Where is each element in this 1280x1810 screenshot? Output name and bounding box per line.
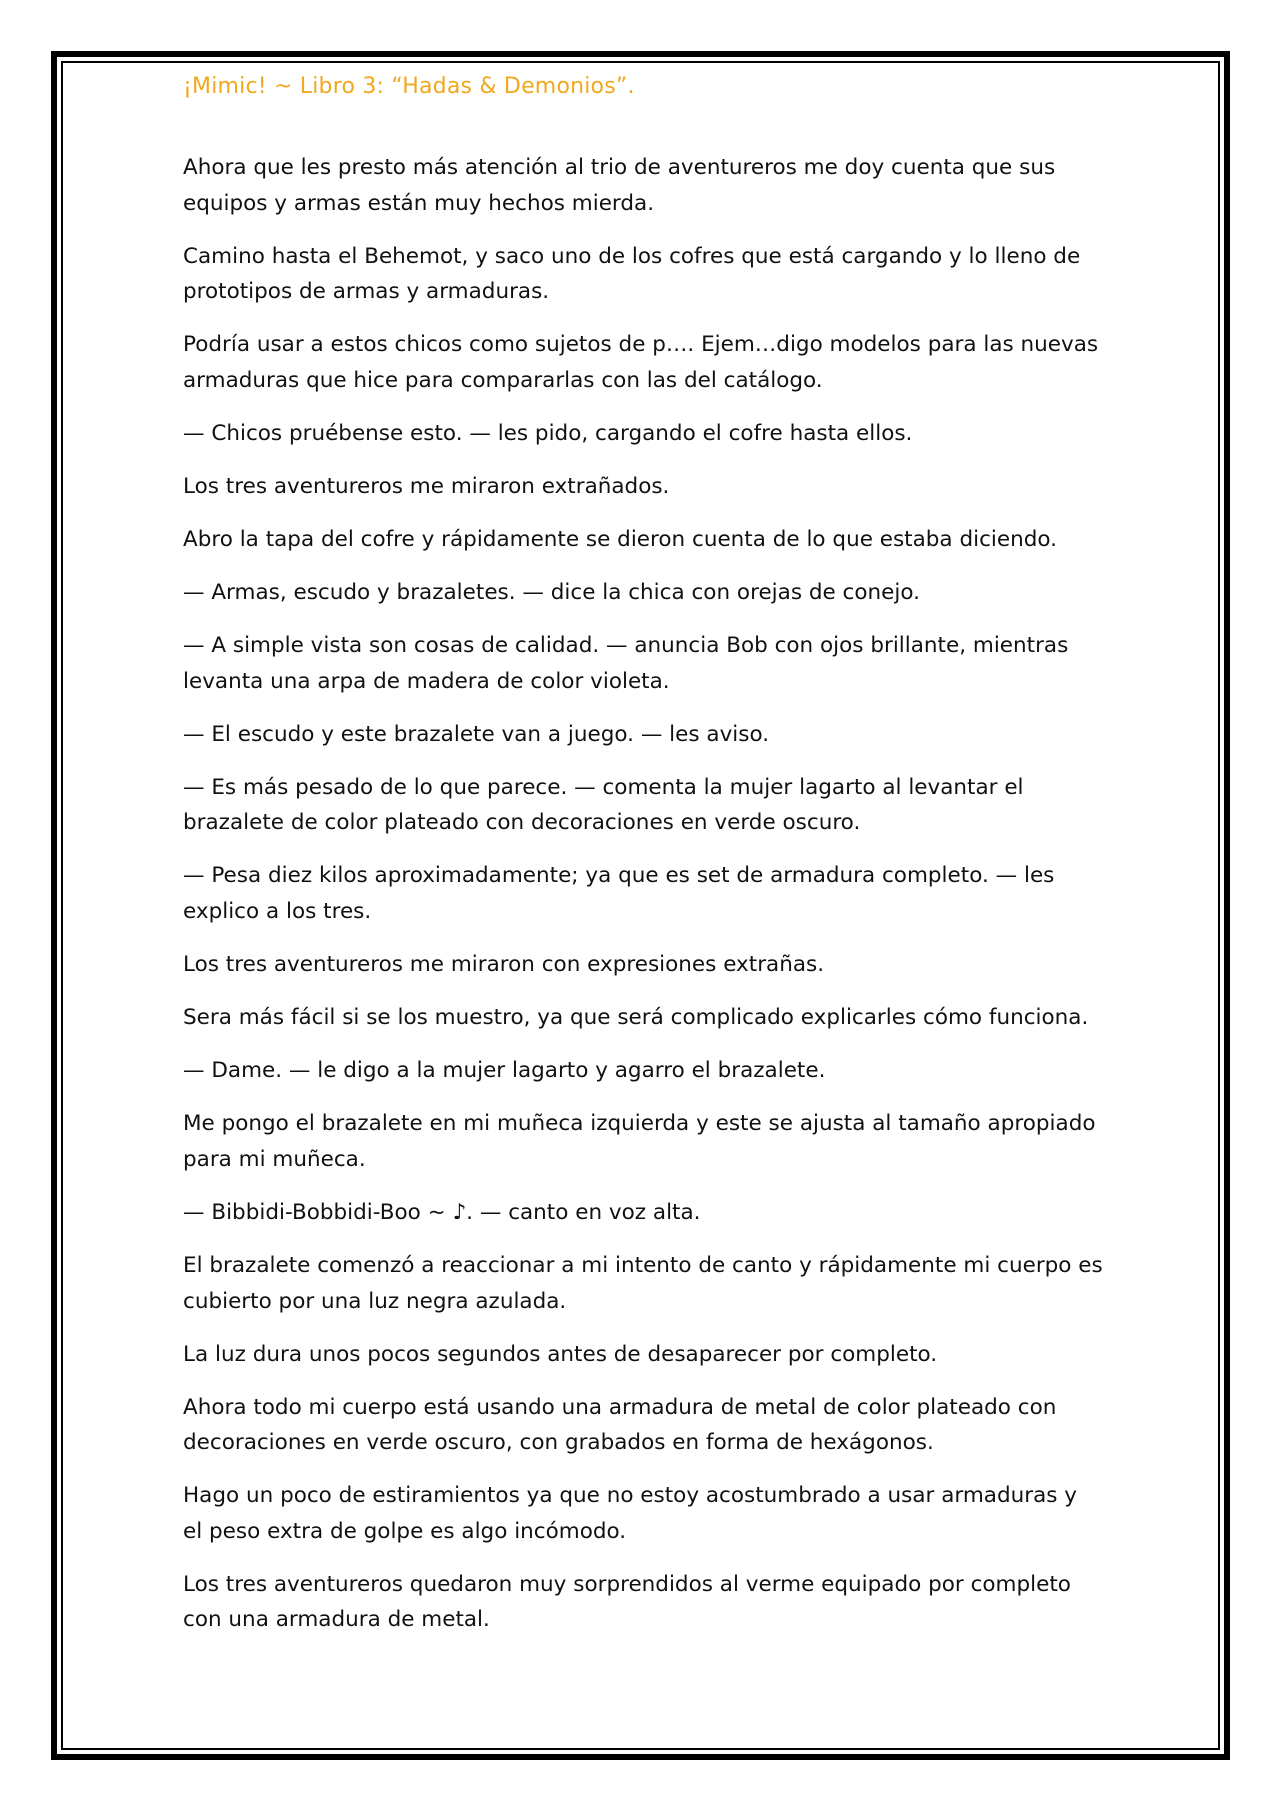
paragraph: Sera más fácil si se los muestro, ya que será complicado explicarles cómo funciona. bbox=[183, 1005, 1089, 1031]
paragraph: La luz dura unos pocos segundos antes de desaparecer por completo. bbox=[183, 1341, 938, 1367]
paragraph: — Es más pesado de lo que parece. — comenta la mujer lagarto al levantar el brazalete de color plateado con decoraciones en verde oscuro. bbox=[183, 774, 1024, 836]
book-header: ¡Mimic! ~ Libro 3: “Hadas & Demonios”. bbox=[183, 74, 635, 99]
paragraph: Ahora todo mi cuerpo está usando una armadura de metal de color plateado con decoraciones en verde oscuro, con grabados en forma de hexágonos. bbox=[183, 1394, 1057, 1456]
paragraph: — Dame. — le digo a la mujer lagarto y agarro el brazalete. bbox=[183, 1058, 826, 1084]
paragraph: Los tres aventureros me miraron extrañados. bbox=[183, 473, 670, 499]
paragraph: Ahora que les presto más atención al trio de aventureros me doy cuenta que sus equipos y armas están muy hechos mierda. bbox=[183, 155, 1056, 216]
page-body bbox=[183, 150, 1103, 1655]
paragraph: Los tres aventureros me miraron con expresiones extrañas. bbox=[183, 952, 825, 978]
paragraph: El brazalete comenzó a reaccionar a mi intento de canto y rápidamente mi cuerpo es cubierto por una luz negra azulada. bbox=[183, 1253, 1103, 1314]
paragraph: Los tres aventureros quedaron muy sorprendidos al verme equipado por completo con una armadura de metal. bbox=[183, 1571, 1071, 1633]
paragraph: Abro la tapa del cofre y rápidamente se dieron cuenta de lo que estaba diciendo. bbox=[183, 526, 1057, 552]
paragraph: — Armas, escudo y brazaletes. — dice la chica con orejas de conejo. bbox=[183, 580, 920, 606]
paragraph: Camino hasta el Behemot, y saco uno de los cofres que está cargando y lo lleno de prototipos de armas y armaduras. bbox=[183, 243, 1081, 305]
paragraph: — Bibbidi-Bobbidi-Boo ~ ♪. — canto en voz alta. bbox=[183, 1199, 701, 1225]
paragraph: — A simple vista son cosas de calidad. — anuncia Bob con ojos brillante, mientras levanta una arpa de madera de color violeta. bbox=[183, 633, 1069, 694]
paragraph: Podría usar a estos chicos como sujetos de p…. Ejem…digo modelos para las nuevas armaduras que hice para compararlas con las del catálogo. bbox=[183, 332, 1099, 393]
paragraph: — El escudo y este brazalete van a juego. — les aviso. bbox=[183, 721, 770, 747]
paragraph: — Chicos pruébense esto. — les pido, cargando el cofre hasta ellos. bbox=[183, 420, 913, 446]
paragraph: — Pesa diez kilos aproximadamente; ya que es set de armadura completo. — les explico a los tres. bbox=[183, 863, 1055, 924]
paragraph: Hago un poco de estiramientos ya que no estoy acostumbrado a usar armaduras y el peso extra de golpe es algo incómodo. bbox=[183, 1483, 1078, 1544]
paragraph: Me pongo el brazalete en mi muñeca izquierda y este se ajusta al tamaño apropiado para mi muñeca. bbox=[183, 1111, 1096, 1172]
